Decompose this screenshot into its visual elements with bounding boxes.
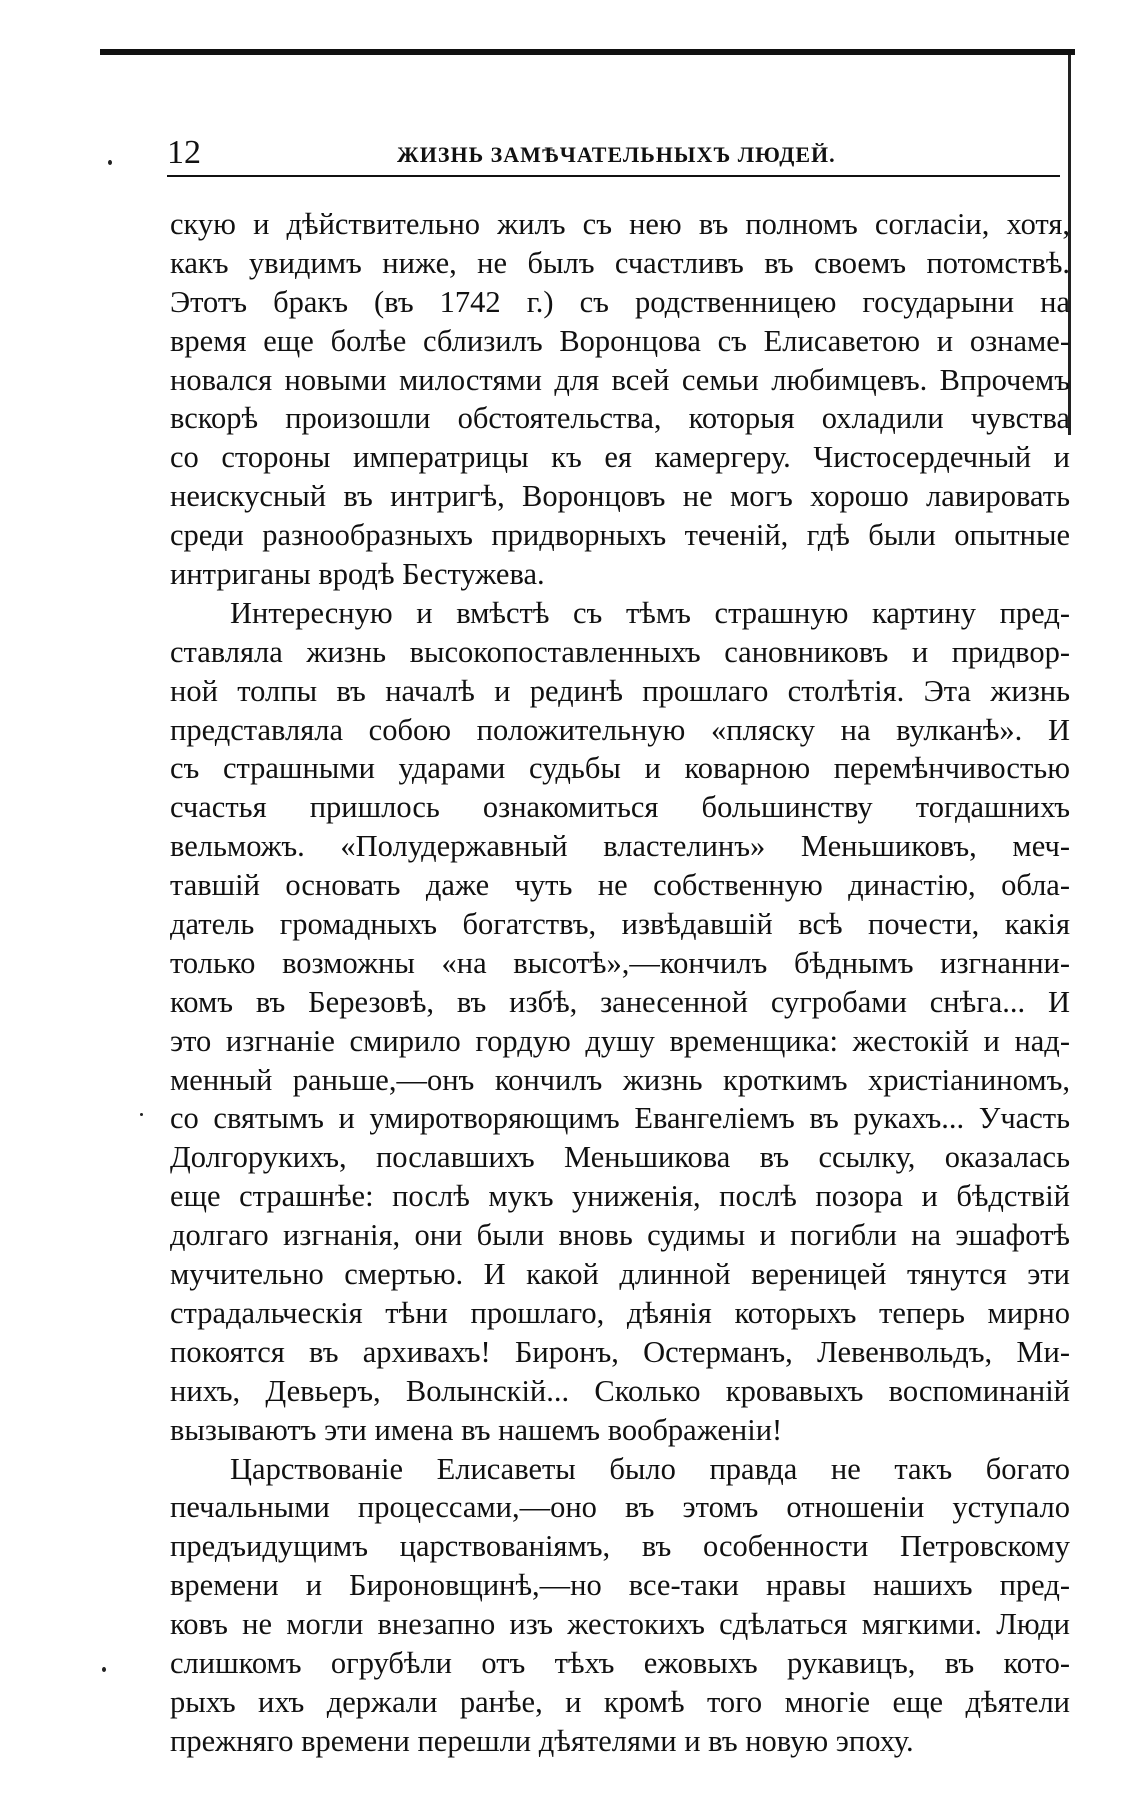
text-line: Долгорукихъ, пославшихъ Меньшикова въ ссылку, оказалась xyxy=(170,1140,1070,1175)
body-text xyxy=(170,205,1070,1761)
text-line: ковъ не могли внезапно изъ жестокихъ сдѣлаться мягкими. Люди xyxy=(170,1607,1070,1642)
text-line: ной толпы въ началѣ и рединѣ прошлаго столѣтія. Эта жизнь xyxy=(170,673,1070,708)
text-line: ставляла жизнь высокопоставленныхъ сановниковъ и придвор- xyxy=(170,634,1070,669)
text-line: Царствованіе Елисаветы было правда не такъ богато xyxy=(230,1451,1070,1486)
page-header xyxy=(167,133,1060,177)
text-line: мучительно смертью. И какой длинной вереницей тянутся эти xyxy=(170,1257,1070,1292)
text-line: долгаго изгнанія, они были вновь судимы и погибли на эшафотѣ xyxy=(170,1218,1070,1253)
text-line: времени и Бироновщинѣ,—но все-таки нравы нашихъ пред- xyxy=(170,1568,1070,1603)
top-rule xyxy=(100,49,1075,55)
ink-speck xyxy=(102,1667,106,1672)
text-line: печальными процессами,—оно въ этомъ отношеніи уступало xyxy=(170,1490,1070,1525)
text-line: тавшій основать даже чуть не собственную династію, обла- xyxy=(170,868,1070,903)
text-line: слишкомъ огрубѣли отъ тѣхъ ежовыхъ рукавицъ, въ кото- xyxy=(170,1645,1070,1680)
text-line: вскорѣ произошли обстоятельства, которыя охладили чувства xyxy=(170,401,1070,436)
text-line: Интересную и вмѣстѣ съ тѣмъ страшную картину пред- xyxy=(230,595,1070,630)
ink-speck xyxy=(140,1113,143,1116)
text-line: покоятся въ архивахъ! Биронъ, Остерманъ, Левенвольдъ, Ми- xyxy=(170,1334,1070,1369)
text-line: новался новыми милостями для всей семьи любимцевъ. Впрочемъ xyxy=(170,362,1070,397)
text-line: еще страшнѣе: послѣ мукъ униженія, послѣ позора и бѣдствій xyxy=(170,1179,1070,1214)
text-line: съ страшными ударами судьбы и коварною перемѣнчивостью xyxy=(170,751,1070,786)
text-line: страдальческія тѣни прошлаго, дѣянія которыхъ теперь мирно xyxy=(170,1295,1070,1330)
text-line: со святымъ и умиротворяющимъ Евангеліемъ въ рукахъ... Участь xyxy=(170,1101,1070,1136)
running-title: ЖИЗНЬ ЗАМѢЧАТЕЛЬНЫХЪ ЛЮДЕЙ. xyxy=(397,142,836,167)
text-line: комъ въ Березовѣ, въ избѣ, занесенной сугробами снѣга... И xyxy=(170,984,1070,1019)
ink-speck xyxy=(108,160,112,165)
text-line: Этотъ бракъ (въ 1742 г.) съ родственницею государыни на xyxy=(170,284,1070,319)
text-line: время еще болѣе сблизилъ Воронцова съ Елисаветою и ознаме- xyxy=(170,323,1070,358)
text-line: вызываютъ эти имена въ нашемъ воображеніи! xyxy=(170,1412,783,1447)
text-line: со стороны императрицы къ ея камергеру. Чистосердечный и xyxy=(170,440,1070,475)
text-line: предъидущимъ царствованіямъ, въ особенности Петровскому xyxy=(170,1529,1070,1564)
text-line: нихъ, Девьеръ, Волынскій... Сколько кровавыхъ воспоминаній xyxy=(170,1373,1070,1408)
text-line: счастья пришлось ознакомиться большинству тогдашнихъ xyxy=(170,790,1070,825)
text-line: рыхъ ихъ держали ранѣе, и кромѣ того многіе еще дѣятели xyxy=(170,1684,1070,1719)
text-line: интриганы вродѣ Бестужева. xyxy=(170,557,545,592)
text-line: менный раньше,—онъ кончилъ жизнь кроткимъ христіаниномъ, xyxy=(170,1062,1070,1097)
text-line: неискусный въ интригѣ, Воронцовъ не могъ хорошо лавировать xyxy=(170,479,1070,514)
text-line: прежняго времени перешли дѣятелями и въ новую эпоху. xyxy=(170,1723,914,1758)
text-line: это изгнаніе смирило гордую душу временщика: жестокій и над- xyxy=(170,1023,1070,1058)
text-line: представляла собою положительную «пляску на вулканѣ». И xyxy=(170,712,1070,747)
text-line: среди разнообразныхъ придворныхъ теченій, гдѣ были опытные xyxy=(170,518,1070,553)
page-number: 12 xyxy=(167,134,201,171)
text-line: датель громадныхъ богатствъ, извѣдавшій всѣ почести, какія xyxy=(170,907,1070,942)
text-line: какъ увидимъ ниже, не былъ счастливъ въ своемъ потомствѣ. xyxy=(170,245,1070,280)
text-line: скую и дѣйствительно жилъ съ нею въ полномъ согласіи, хотя, xyxy=(170,207,1070,241)
text-line: только возможны «на высотѣ»,—кончилъ бѣднымъ изгнанни- xyxy=(170,945,1070,980)
text-line: вельможъ. «Полудержавный властелинъ» Меньшиковъ, меч- xyxy=(170,829,1070,864)
